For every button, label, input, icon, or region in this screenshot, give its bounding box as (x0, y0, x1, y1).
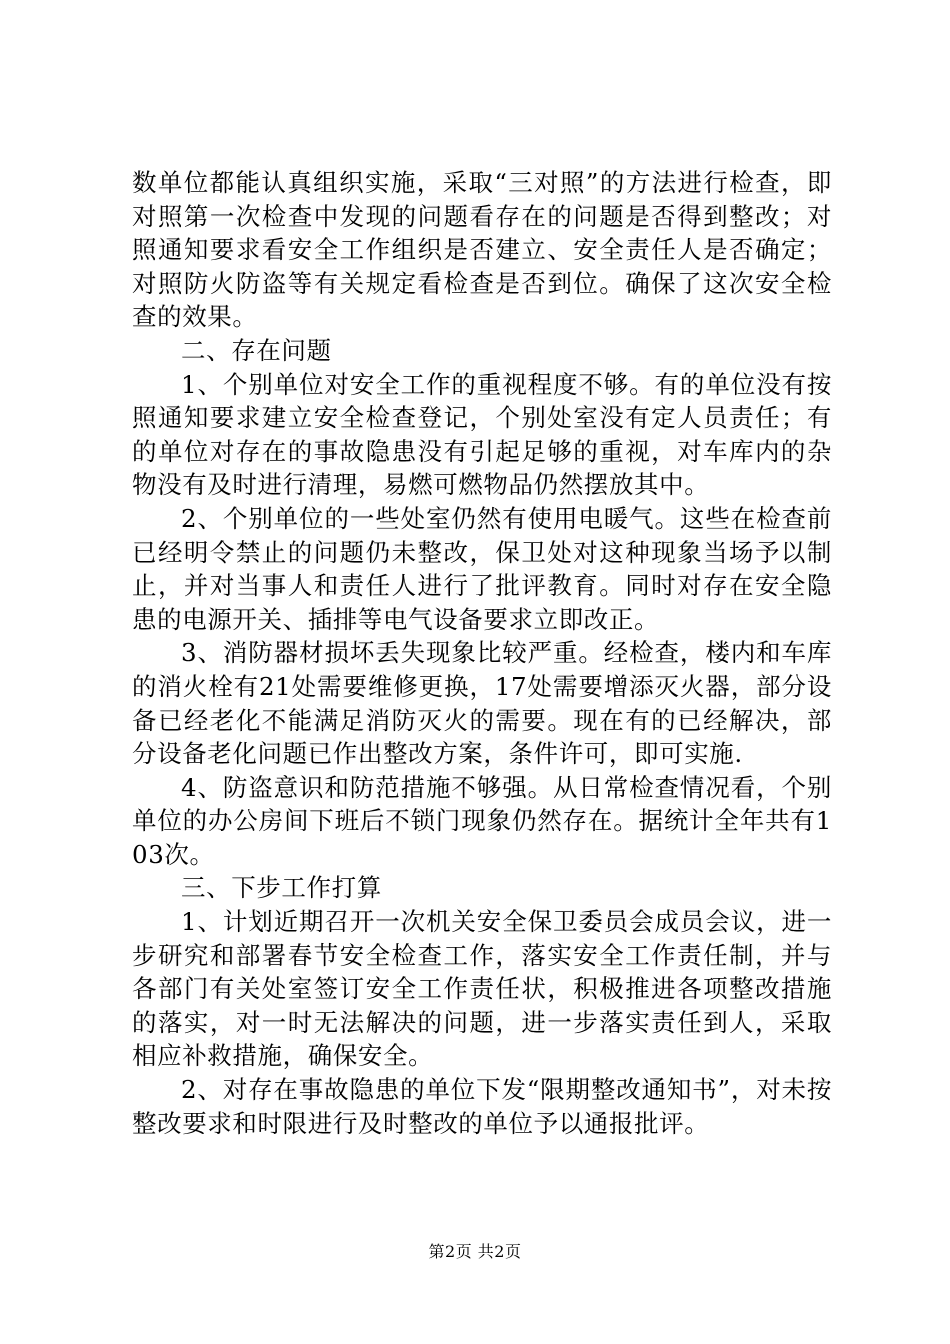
paragraph-problem-4: 4、防盗意识和防范措施不够强。从日常检查情况看，个别单位的办公房间下班后不锁门现象仍然存在。据统计全年共有103次。 (132, 772, 832, 869)
paragraph-problem-1: 1、个别单位对安全工作的重视程度不够。有的单位没有按照通知要求建立安全检查登记，个别处室没有定人员责任；有的单位对存在的事故隐患没有引起足够的重视，对车库内的杂物没有及时进行清理，易燃可燃物品仍然摆放其中。 (132, 369, 832, 500)
section-heading-next-steps: 三、下步工作打算 (181, 873, 382, 903)
paragraph-problem-2: 2、个别单位的一些处室仍然有使用电暖气。这些在检查前已经明令禁止的问题仍未整改，保卫处对这种现象当场予以制止，并对当事人和责任人进行了批评教育。同时对存在安全隐患的电源开关、插排等电气设备要求立即改正。 (132, 503, 832, 634)
paragraph-1: 数单位都能认真组织实施，采取“三对照”的方法进行检查，即对照第一次检查中发现的问题看存在的问题是否得到整改；对照通知要求看安全工作组织是否建立、安全责任人是否确定；对照防火防盗等有关规定看检查是否到位。确保了这次安全检查的效果。 (132, 168, 832, 332)
document-body (132, 166, 832, 1140)
paragraph-problem-3: 3、消防器材损坏丢失现象比较严重。经检查，楼内和车库的消火栓有21处需要维修更换，17处需要增添灭火器，部分设备已经老化不能满足消防灭火的需要。现在有的已经解决，部分设备老化问题已作出整改方案，条件许可，即可实施. (132, 638, 832, 769)
paragraph-plan-2: 2、对存在事故隐患的单位下发“限期整改通知书”，对未按整改要求和时限进行及时整改的单位予以通报批评。 (132, 1075, 832, 1138)
page-footer (0, 1242, 950, 1262)
section-heading-problems: 二、存在问题 (181, 335, 332, 365)
page-number: 第2页 共2页 (428, 1242, 522, 1261)
paragraph-plan-1: 1、计划近期召开一次机关安全保卫委员会成员会议，进一步研究和部署春节安全检查工作，落实安全工作责任制，并与各部门有关处室签订安全工作责任状，积极推进各项整改措施的落实，对一时无法解决的问题，进一步落实责任到人，采取相应补救措施，确保安全。 (132, 907, 832, 1071)
